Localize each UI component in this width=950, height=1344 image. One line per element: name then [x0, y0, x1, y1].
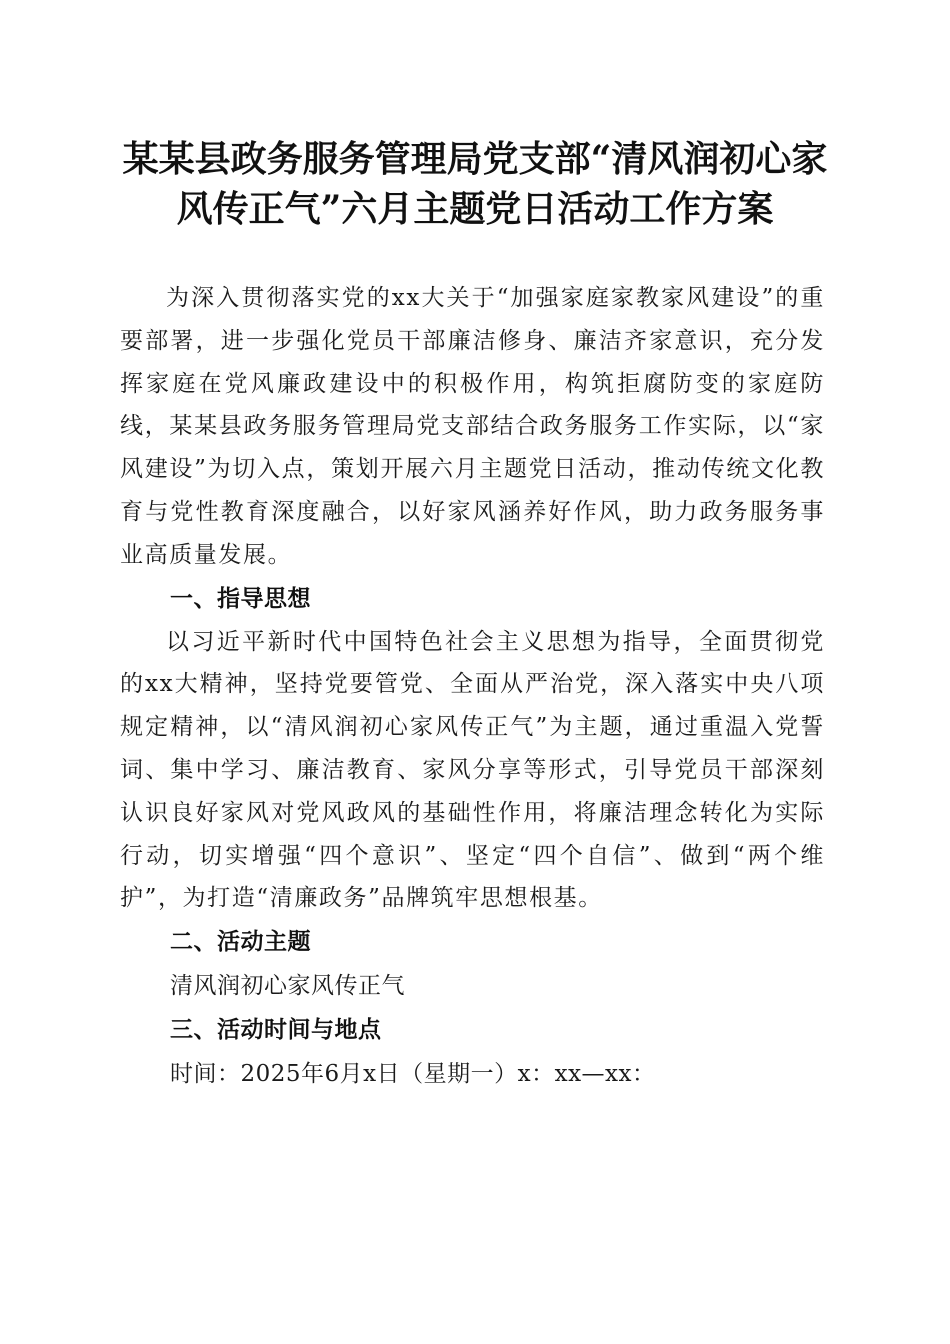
section-heading-guiding-ideology: 一、指导思想	[170, 585, 311, 612]
document-body	[120, 277, 825, 1096]
section-content-guiding-ideology: 以习近平新时代中国特色社会主义思想为指导，全面贯彻党的xx大精神，坚持党要管党、全面从严治党，深入落实中央八项规定精神，以“清风润初心家风传正气”为主题，通过重温入党誓词、集中学习、廉洁教育、家风分享等形式，引导党员干部深刻认识良好家风对党风政风的基础性作用，将廉洁理念转化为实际行动，切实增强“四个意识”、坚定“四个自信”、做到“两个维护”，为打造“清廉政务”品牌筑牢思想根基。	[120, 628, 825, 912]
section-heading-activity-theme: 二、活动主题	[170, 929, 311, 956]
intro-paragraph: 为深入贯彻落实党的xx大关于“加强家庭家教家风建设”的重要部署，进一步强化党员干部廉洁修身、廉洁齐家意识，充分发挥家庭在党风廉政建设中的积极作用，构筑拒腐防变的家庭防线，某某县政务服务管理局党支部结合政务服务工作实际，以“家风建设”为切入点，策划开展六月主题党日活动，推动传统文化教育与党性教育深度融合，以好家风涵养好作风，助力政务服务事业高质量发展。	[120, 285, 825, 568]
title-line-2: 风传正气”六月主题党日活动工作方案	[176, 188, 774, 230]
title-line-1: 某某县政务服务管理局党支部“清风润初心家	[122, 138, 828, 180]
section-content-activity-theme: 清风润初心家风传正气	[170, 973, 405, 1000]
section-content-time: 时间：2025年6月x日（星期一）x：xx—xx：	[170, 1061, 656, 1088]
section-heading-time-location: 三、活动时间与地点	[170, 1017, 382, 1044]
document-title	[100, 134, 850, 234]
